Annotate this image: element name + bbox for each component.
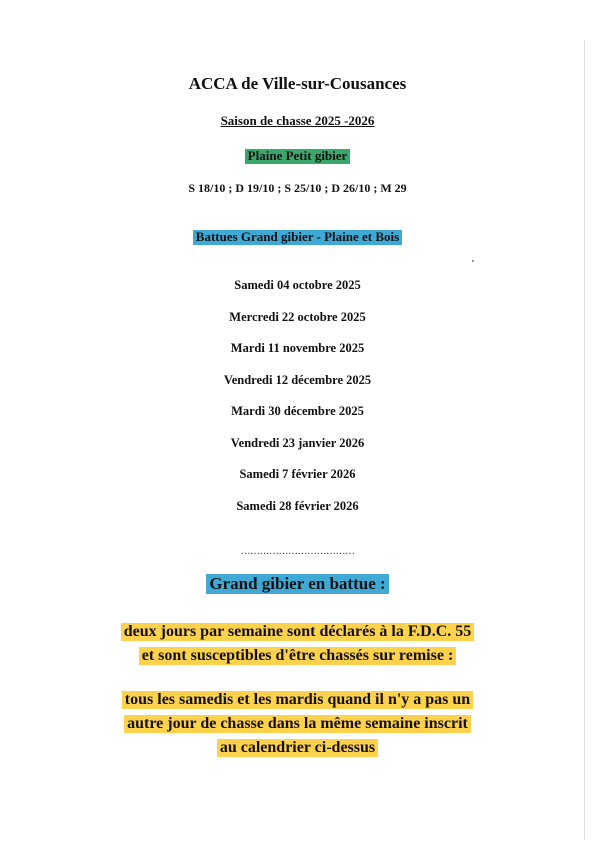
document-title-text: ACCA de Ville-sur-Cousances xyxy=(188,74,407,93)
battue-date: Samedi 04 octobre 2025 xyxy=(234,278,361,292)
battue-date: Mardi 30 décembre 2025 xyxy=(231,404,364,418)
paragraph-line: au calendrier ci-dessus xyxy=(217,739,378,757)
battue-date: Samedi 28 février 2026 xyxy=(236,498,359,513)
document-title xyxy=(0,74,595,94)
battues-heading xyxy=(0,229,595,245)
dotted-separator-text: ……………………………… xyxy=(240,546,355,557)
dotted-separator xyxy=(0,546,595,557)
grand-gibier-heading xyxy=(0,574,595,594)
battue-date: Vendredi 12 décembre 2025 xyxy=(223,372,372,387)
battues-heading-text: Battues Grand gibier - Plaine et Bois xyxy=(193,230,402,245)
battue-date: Mardi 11 novembre 2025 xyxy=(230,341,365,355)
grand-gibier-heading-text: Grand gibier en battue : xyxy=(206,574,388,594)
petit-gibier-dates-text: S 18/10 ; D 19/10 ; S 25/10 ; D 26/10 ; M 29 xyxy=(188,181,407,195)
season-heading xyxy=(0,113,595,129)
battue-date: Mercredi 22 octobre 2025 xyxy=(229,309,366,324)
petit-gibier-heading xyxy=(0,148,595,164)
scan-speck xyxy=(472,260,474,262)
grand-gibier-paragraph-2 xyxy=(0,688,595,760)
scan-edge-line xyxy=(584,40,585,840)
grand-gibier-paragraph-1 xyxy=(0,620,595,668)
paragraph-line: et sont susceptibles d'être chassés sur remise : xyxy=(139,647,457,665)
petit-gibier-dates xyxy=(0,181,595,196)
battue-date: Samedi 7 février 2026 xyxy=(239,467,356,481)
battues-date-list xyxy=(0,270,595,522)
paragraph-line: autre jour de chasse dans la même semaine inscrit xyxy=(124,715,471,733)
season-heading-text: Saison de chasse 2025 -2026 xyxy=(220,113,375,128)
battue-date: Vendredi 23 janvier 2026 xyxy=(230,435,365,450)
petit-gibier-heading-text: Plaine Petit gibier xyxy=(245,149,351,164)
paragraph-line: tous les samedis et les mardis quand il n'y a pas un xyxy=(122,691,473,709)
paragraph-line: deux jours par semaine sont déclarés à la F.D.C. 55 xyxy=(121,623,475,641)
